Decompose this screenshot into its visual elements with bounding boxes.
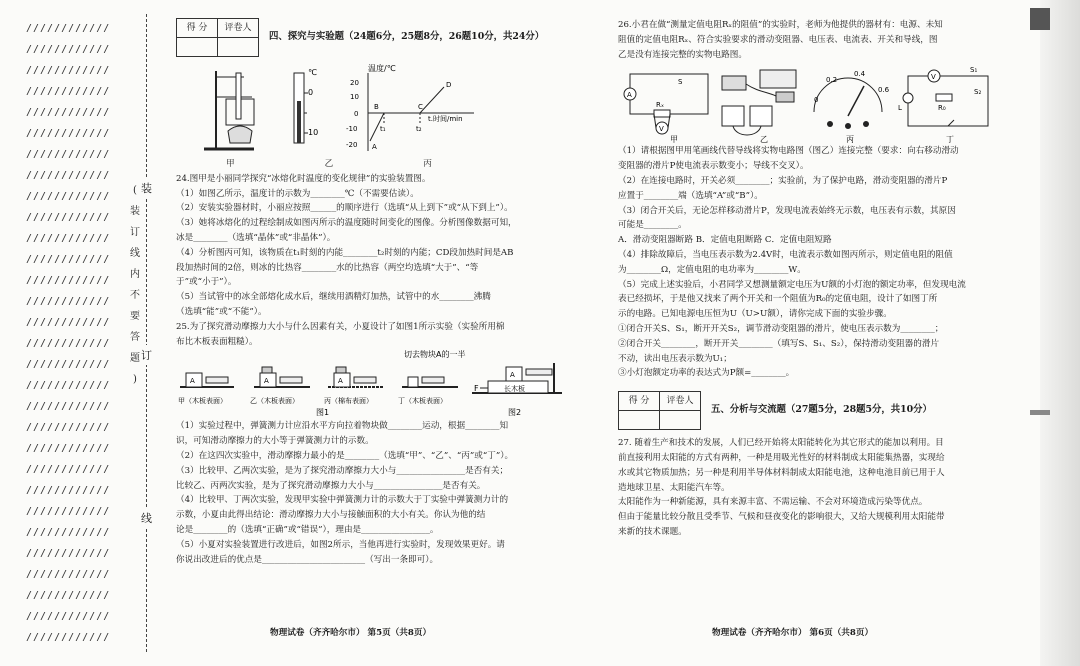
question-27 (618, 436, 1023, 540)
question-26 (618, 144, 1023, 381)
figure-26 (618, 62, 1023, 144)
q27-line: 来新的技术课题。 (618, 526, 687, 537)
graph-point-b: B (374, 103, 379, 111)
hatch-row: //////////// (26, 422, 111, 433)
grader-label: 评卷人 (218, 19, 259, 38)
hatch-row: //////////// (26, 275, 111, 286)
fig25-cap-ding: 丁（木板表面） (398, 397, 447, 406)
fig25-cap-bing: 丙（棉布表面） (324, 397, 373, 406)
hatch-row: //////////// (26, 527, 111, 538)
hatch-row: //////////// (26, 632, 111, 643)
fig25-panel-ding (402, 377, 458, 387)
graph-point-a: A (372, 143, 377, 151)
q27-line: 27. 随着生产和技术的发展，人们已经开始将太阳能转化为其它形式的能加以利用。目 (618, 438, 944, 449)
binding-note-char: 题 (130, 353, 140, 364)
fig26-tick-0: 0 (814, 96, 819, 105)
q26-line: ①闭合开关S、S₁，断开开关S₂，调节滑动变阻器的滑片，使电压表示数为________； (618, 323, 944, 334)
graph-point-c: C (418, 103, 423, 111)
fig26-voltmeter: V (659, 125, 664, 134)
q24-line: 于”或“小于”）。 (176, 277, 237, 288)
q24-line: （选填“能”或“不能”）。 (176, 306, 267, 317)
hatch-row: //////////// (26, 107, 111, 118)
fig26-real-circuit-yi (722, 70, 796, 135)
hatch-row: //////////// (26, 296, 111, 307)
q26-line: A．滑动变阻器断路 B．定值电阻断路 C．定值电阻短路 (618, 235, 832, 246)
fig25-block-yi: A (264, 377, 269, 386)
hatch-row: //////////// (26, 44, 111, 55)
q24-line: （3）她将冰熔化的过程绘制成如图丙所示的温度随时间变化的图像。分析图像数据可知， (176, 218, 517, 229)
hatch-row: //////////// (26, 233, 111, 244)
score-label: 得 分 (177, 19, 218, 38)
q27-line: 水或其它物质加热；另一种是利用半导体材料制成太阳能电池，这种电池目前已用于人 (618, 467, 945, 478)
scan-edge-shadow (1040, 0, 1080, 666)
fig26-tick-04: 0.4 (854, 70, 866, 79)
binding-note-char: 订 (130, 227, 140, 238)
fig26-cap-bing: 丙 (846, 135, 854, 145)
fig25-panel-2 (472, 363, 562, 393)
fig25-block-jia: A (190, 377, 195, 386)
section4-header (176, 18, 566, 57)
q25-line: 比较乙、丙两次实验，是为了探究滑动摩擦力大小与________________是否有关。 (176, 480, 486, 491)
fig26-s1: S₁ (970, 66, 978, 75)
section5-title: 五、分析与交流题（27题5分，28题5分，共10分） (711, 404, 932, 416)
hatch-row: //////////// (26, 485, 111, 496)
graph-ylabel: 温度/℃ (368, 64, 396, 73)
binding-mark-ding: 订 (141, 345, 152, 365)
figure-25 (176, 349, 566, 419)
hatch-row: //////////// (26, 23, 111, 34)
hatch-row: //////////// (26, 254, 111, 265)
fig26-voltmeter-ding: V (931, 73, 936, 82)
fig26-circuit-jia (624, 74, 708, 134)
right-column (618, 18, 1023, 540)
q26-line: 示的电路。已知电源电压恒为U（U>U额），请你完成下面的实验步骤。 (618, 309, 892, 320)
apparatus-figure (196, 63, 266, 155)
hatch-row: //////////// (26, 86, 111, 97)
grader-cell-5[interactable] (660, 411, 701, 430)
q24-line: （2）安装实验器材时，小丽应按照______的顺序进行（选填“从上到下”或“从下到上”）。 (176, 203, 513, 214)
fig25-fig1: 图1 (316, 408, 330, 418)
q24-line: 段加热时间的2倍，则冰的比热容________水的比热容（两空均选填“大于”、“等 (176, 262, 479, 273)
q26-line: ③小灯泡额定功率的表达式为P额=________。 (618, 368, 795, 379)
fig26-cap-jia: 甲 (670, 135, 678, 145)
binding-note-char: ) (133, 374, 137, 385)
score-box (176, 18, 259, 57)
fig25-board: 长木板 (504, 385, 525, 394)
hatch-row: //////////// (26, 170, 111, 181)
q25-line: （2）在这四次实验中，滑动摩擦力最小的是________（选填“甲”、“乙”、“丙”或“丁”）。 (176, 450, 514, 461)
question-24 (176, 172, 566, 320)
binding-dashed-line (146, 14, 147, 652)
graph-ytick-10: 10 (350, 93, 359, 101)
q26-line: （5）完成上述实验后，小君同学又想测量额定电压为U额的小灯泡的额定功率，但发现电流 (618, 279, 966, 290)
binding-note-char: 线 (130, 248, 140, 259)
q26-line: ②闭合开关________，断开开关________（填写S、S₁、S₂），保持滑动变阻器的滑片 (618, 338, 940, 349)
hatch-row: //////////// (26, 317, 111, 328)
q25-line: （4）比较甲、丁两次实验，发现甲实验中弹簧测力计的示数大于丁实验中弹簧测力计的 (176, 495, 509, 506)
graph-ytick-m10: -10 (346, 125, 358, 133)
q27-line: 前直接利用太阳能的方式有两种，一种是用吸光性好的材料制成太阳能集热器，实现给 (618, 452, 945, 463)
hatch-row: //////////// (26, 149, 111, 160)
footer-page6: 物理试卷（齐齐哈尔市） 第6页（共8页） (712, 628, 874, 638)
hatch-row: //////////// (26, 128, 111, 139)
fig25-cap-jia: 甲（木板表面） (178, 397, 227, 406)
fig26-s2: S₂ (974, 88, 982, 97)
q25-line: 论是________的（选填“正确”或“错误”），理由是________________。 (176, 524, 439, 535)
q26-line: 表已经损坏，于是他又找来了两个开关和一个阻值为R₀的定值电阻，设计了如图丁所 (618, 294, 938, 305)
caption-yi: 乙 (324, 159, 334, 169)
score-box-5 (618, 391, 701, 430)
temperature-graph (344, 63, 484, 155)
hatch-row: //////////// (26, 611, 111, 622)
binding-note-char: 装 (130, 206, 140, 217)
page-tab-marker (1030, 8, 1050, 30)
fig26-switch: S (678, 78, 683, 87)
fig26-lamp: L (898, 104, 902, 113)
q24-line: 24.图甲是小丽同学探究“冰熔化时温度的变化规律”的实验装置图。 (176, 173, 431, 184)
score-cell[interactable] (177, 38, 218, 57)
hatch-row: //////////// (26, 359, 111, 370)
q26-intro-line: 26.小君在做“测量定值电阻Rₓ的阻值”的实验时，老师为他提供的器材有：电源、未知 (618, 20, 943, 30)
left-column (176, 18, 566, 567)
caption-bing: 丙 (423, 159, 432, 169)
q26-line: 变阻器的滑片P使电流表示数变小；导线不交叉）。 (618, 161, 809, 172)
grader-label-5: 评卷人 (660, 392, 701, 411)
thermometer-figure (280, 63, 330, 155)
fig25-force: F (474, 384, 479, 394)
q24-line: （5）当试管中的冰全部熔化成水后，继续用酒精灯加热，试管中的水________沸腾 (176, 292, 491, 303)
binding-note-char: 答 (130, 332, 140, 343)
score-cell-5[interactable] (619, 411, 660, 430)
section4-title: 四、探究与实验题（24题6分，25题8分，26题10分，共24分） (269, 31, 545, 43)
fig26-rx: Rₓ (656, 101, 664, 110)
q27-line: 但由于能量比较分散且受季节、气候和昼夜变化的影响很大，又给大规模利用太阳能带 (618, 512, 945, 523)
fig26-meter-bing (814, 70, 890, 129)
hatch-row: //////////// (26, 191, 111, 202)
q25-line: 你说出改进后的优点是________________________（写出一条即可）。 (176, 554, 439, 565)
q26-line: 可能是________。 (618, 220, 687, 231)
binding-mark-zhuang: 装 (141, 178, 152, 198)
thermo-unit: ℃ (308, 68, 317, 77)
hatch-row: //////////// (26, 443, 111, 454)
fig26-r0: R₀ (938, 104, 946, 113)
q25-intro-line: 布比木板表面粗糙）。 (176, 336, 258, 347)
fig25-fig2: 图2 (508, 408, 522, 418)
q26-line: 应置于________端（选填“A”或“B”）。 (618, 190, 763, 201)
question-25-intro (176, 320, 566, 350)
q25-line: 示数，小夏由此得出结论：滑动摩擦力大小与接触面积的大小有关。你认为他的结 (176, 510, 486, 521)
q26-line: 为________Ω，定值电阻的电功率为________W。 (618, 264, 806, 275)
hatch-row: //////////// (26, 212, 111, 223)
q25-line: 识，可知滑动摩擦力的大小等于弹簧测力计的示数。 (176, 436, 374, 447)
hatch-row: //////////// (26, 590, 111, 601)
page-side-marker (1030, 410, 1050, 415)
binding-hatch-strip (26, 18, 126, 648)
q26-intro-line: 乙是没有连接完整的实物电路图。 (618, 49, 747, 60)
fig25-cap-yi: 乙（木板表面） (250, 397, 299, 406)
q24-line: （4）分析图丙可知，该物质在t₁时刻的内能________t₂时刻的内能；CD段加热时间是AB (176, 247, 514, 258)
hatch-row: //////////// (26, 548, 111, 559)
thermo-tick-0: 0 (308, 88, 314, 97)
q27-line: 造地球卫星、太阳能汽车等。 (618, 482, 730, 493)
binding-note-char: 不 (130, 290, 140, 301)
q25-intro-line: 25.为了探究滑动摩擦力大小与什么因素有关，小夏设计了如图1所示实验（实验所用棉 (176, 321, 505, 332)
thermo-tick-10: 10 (308, 128, 319, 137)
graph-ytick-m20: -20 (346, 141, 358, 149)
binding-note (128, 180, 142, 390)
hatch-row: //////////// (26, 464, 111, 475)
hatch-row: //////////// (26, 569, 111, 580)
section5-header (618, 391, 1023, 430)
caption-jia: 甲 (226, 159, 235, 169)
graph-xlabel: t.时间/min (428, 115, 463, 123)
q26-line: （1）请根据图甲用笔画线代替导线将实物电路图（图乙）连接完整（要求：向右移动滑动 (618, 146, 959, 157)
q26-intro-line: 阻值的定值电阻Rₓ、符合实验要求的滑动变阻器、电压表、电流表、开关和导线，图 (618, 34, 938, 45)
fig26-tick-06: 0.6 (878, 86, 890, 95)
binding-note-char: ( (133, 185, 137, 196)
fig25-block-2: A (510, 371, 515, 380)
grader-cell[interactable] (218, 38, 259, 57)
graph-t2: t₂ (416, 125, 422, 133)
hatch-row: //////////// (26, 401, 111, 412)
q24-line: 冰是________（选填“晶体”或“非晶体”）。 (176, 232, 336, 243)
q25-line: （5）小夏对实验装置进行改进后，如图2所示，当他再进行实验时，发现效果更好。请 (176, 539, 505, 550)
hatch-row: //////////// (26, 65, 111, 76)
graph-ytick-0: 0 (354, 110, 359, 118)
binding-mark-xian: 线 (141, 508, 152, 528)
fig26-tick-02: 0.2 (826, 76, 838, 85)
q26-line: 不动，读出电压表示数为U₁； (618, 353, 732, 364)
footer-page5: 物理试卷（齐齐哈尔市） 第5页（共8页） (270, 628, 432, 638)
graph-ytick-20: 20 (350, 79, 359, 87)
q26-line: （4）排除故障后，当电压表示数为2.4V时，电流表示数如图丙所示，则定值电阻的阻值 (618, 249, 953, 260)
hatch-row: //////////// (26, 506, 111, 517)
figure-24-captions (226, 157, 566, 172)
graph-t1: t₁ (380, 125, 386, 133)
fig26-cap-ding: 丁 (946, 135, 954, 145)
hatch-row: //////////// (26, 380, 111, 391)
fig26-circuit-ding (898, 66, 988, 126)
question-25 (176, 419, 566, 567)
binding-note-char: 内 (130, 269, 140, 280)
fig25-panel-jia (180, 373, 234, 387)
q24-line: （1）如图乙所示，温度计的示数为________℃（不需要估读）。 (176, 188, 419, 199)
fig25-block-bing: A (338, 377, 343, 386)
q27-line: 太阳能作为一种新能源，具有来源丰富、不需运输、不会对环境造成污染等优点。 (618, 497, 928, 508)
score-label-5: 得 分 (619, 392, 660, 411)
fig26-ammeter: A (627, 91, 632, 100)
q25-line: （1）实验过程中，弹簧测力计应沿水平方向拉着物块做________运动，根据________知 (176, 421, 509, 432)
question-26-intro (618, 18, 1023, 62)
fig26-cap-yi: 乙 (760, 135, 768, 145)
fig25-panel-yi (254, 367, 310, 387)
q26-line: （3）闭合开关后，无论怎样移动滑片P，发现电流表始终无示数，电压表有示数，其原因 (618, 205, 956, 216)
fig25-panel-bing (328, 367, 384, 387)
hatch-row: //////////// (26, 338, 111, 349)
figure-24 (196, 63, 566, 155)
q25-line: （3）比较甲、乙两次实验，是为了探究滑动摩擦力大小与________________是否有关； (176, 465, 509, 476)
fig25-cut-label: 切去物块A的一半 (404, 350, 466, 360)
graph-point-d: D (446, 81, 452, 89)
binding-note-char: 要 (130, 311, 140, 322)
q26-line: （2）在连接电路时，开关必须________；实验前，为了保护电路，滑动变阻器的滑片P (618, 175, 948, 186)
